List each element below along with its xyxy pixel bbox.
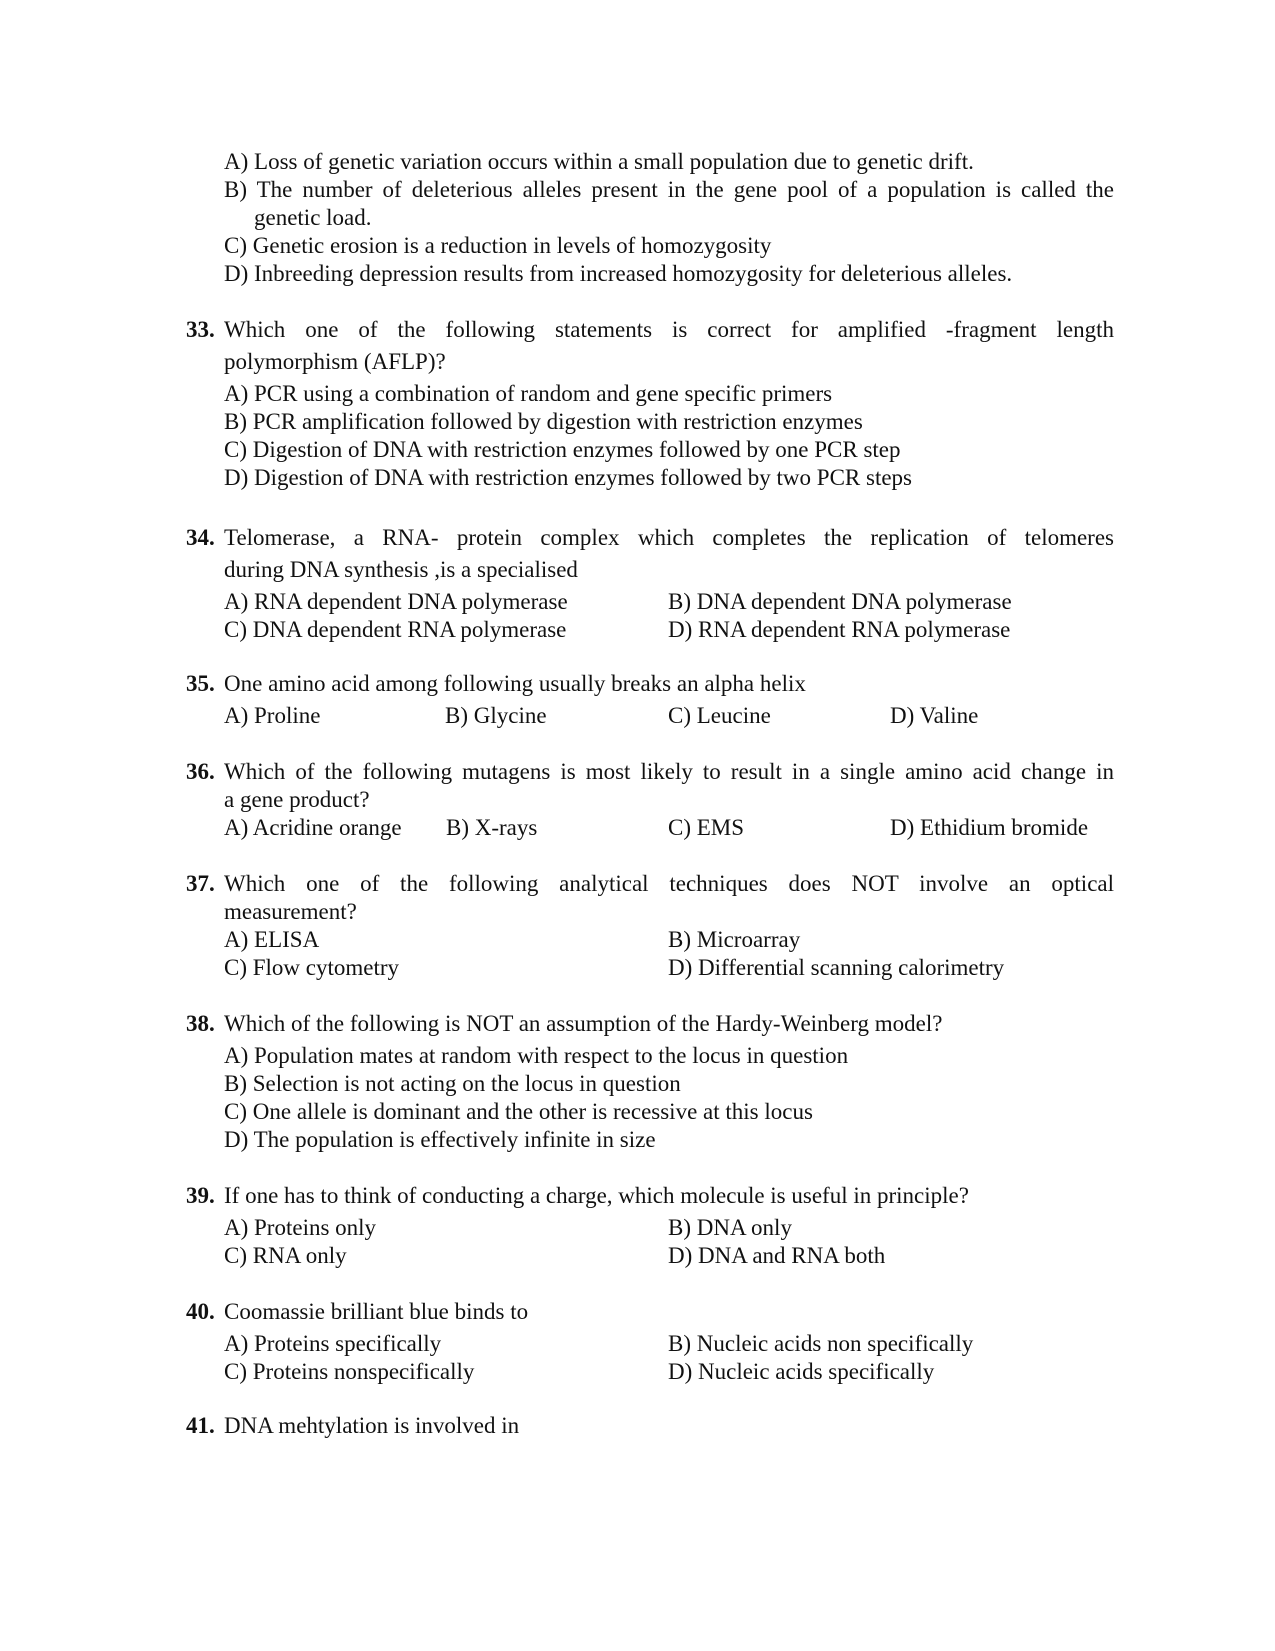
question-stem-line2: during DNA synthesis ,is a specialised (224, 557, 578, 582)
question-number: 35. (186, 671, 215, 696)
question-number: 41. (186, 1413, 215, 1438)
option-a: A) Proteins specifically (224, 1331, 442, 1356)
question-number: 34. (186, 525, 215, 550)
option-b: B) DNA dependent DNA polymerase (668, 589, 1012, 614)
option-d: D) Inbreeding depression results from increased homozygosity for deleterious alleles. (224, 261, 1013, 286)
question-stem-line1: Which of the following mutagens is most likely to result in a single amino acid change in (224, 759, 1114, 784)
question-stem-line2: polymorphism (AFLP)? (224, 349, 446, 374)
option-b: B) Nucleic acids non specifically (668, 1331, 974, 1356)
question-number: 37. (186, 871, 215, 896)
option-b: B) Glycine (445, 703, 547, 728)
option-b: B) The number of deleterious alleles present in the gene pool of a population is called the (224, 177, 1114, 202)
question-stem-line2: measurement? (224, 899, 357, 924)
option-c: C) One allele is dominant and the other is recessive at this locus (224, 1099, 813, 1124)
option-b: B) DNA only (668, 1215, 792, 1240)
option-d: D) RNA dependent RNA polymerase (668, 617, 1011, 642)
question-stem-line1: Which one of the following statements is correct for amplified -fragment length (224, 317, 1114, 342)
option-d: D) Digestion of DNA with restriction enzymes followed by two PCR steps (224, 465, 913, 490)
question-stem-line1: DNA mehtylation is involved in (224, 1413, 520, 1438)
option-a: A) PCR using a combination of random and gene specific primers (224, 381, 833, 406)
question-number: 38. (186, 1011, 215, 1036)
option-b: B) Microarray (668, 927, 801, 952)
option-d: D) The population is effectively infinite in size (224, 1127, 656, 1152)
option-a: A) Population mates at random with respect to the locus in question (224, 1043, 849, 1068)
option-d: D) Differential scanning calorimetry (668, 955, 1005, 980)
question-stem-line1: One amino acid among following usually breaks an alpha helix (224, 671, 806, 696)
question-number: 40. (186, 1299, 215, 1324)
option-a: A) RNA dependent DNA polymerase (224, 589, 568, 614)
option-c: C) DNA dependent RNA polymerase (224, 617, 567, 642)
option-a: A) Proteins only (224, 1215, 377, 1240)
question-number: 36. (186, 759, 215, 784)
option-c: C) Flow cytometry (224, 955, 400, 980)
option-c: C) Digestion of DNA with restriction enzymes followed by one PCR step (224, 437, 901, 462)
option-c: C) EMS (668, 815, 745, 840)
option-b: B) PCR amplification followed by digestion with restriction enzymes (224, 409, 863, 434)
option-c: C) Genetic erosion is a reduction in levels of homozygosity (224, 233, 772, 258)
option-a: A) Proline (224, 703, 321, 728)
option-c: C) RNA only (224, 1243, 347, 1268)
option-d: D) Valine (890, 703, 979, 728)
question-stem-line1: If one has to think of conducting a charge, which molecule is useful in principle? (224, 1183, 969, 1208)
question-stem-line1: Coomassie brilliant blue binds to (224, 1299, 529, 1324)
question-stem-line2: a gene product? (224, 787, 370, 812)
option-d: D) Nucleic acids specifically (668, 1359, 935, 1384)
option-a: A) Loss of genetic variation occurs within a small population due to genetic drift. (224, 149, 974, 174)
question-stem-line1: Telomerase, a RNA- protein complex which completes the replication of telomeres (224, 525, 1114, 550)
option-d: D) Ethidium bromide (890, 815, 1089, 840)
option-b-continued: genetic load. (254, 205, 372, 230)
option-b: B) X-rays (446, 815, 538, 840)
option-d: D) DNA and RNA both (668, 1243, 886, 1268)
option-a: A) ELISA (224, 927, 320, 952)
option-c: C) Proteins nonspecifically (224, 1359, 475, 1384)
option-a: A) Acridine orange (224, 815, 402, 840)
question-stem-line1: Which of the following is NOT an assumption of the Hardy-Weinberg model? (224, 1011, 943, 1036)
question-stem-line1: Which one of the following analytical techniques does NOT involve an optical (224, 871, 1114, 896)
option-c: C) Leucine (668, 703, 771, 728)
question-number: 33. (186, 317, 215, 342)
option-b: B) Selection is not acting on the locus in question (224, 1071, 681, 1096)
question-number: 39. (186, 1183, 215, 1208)
